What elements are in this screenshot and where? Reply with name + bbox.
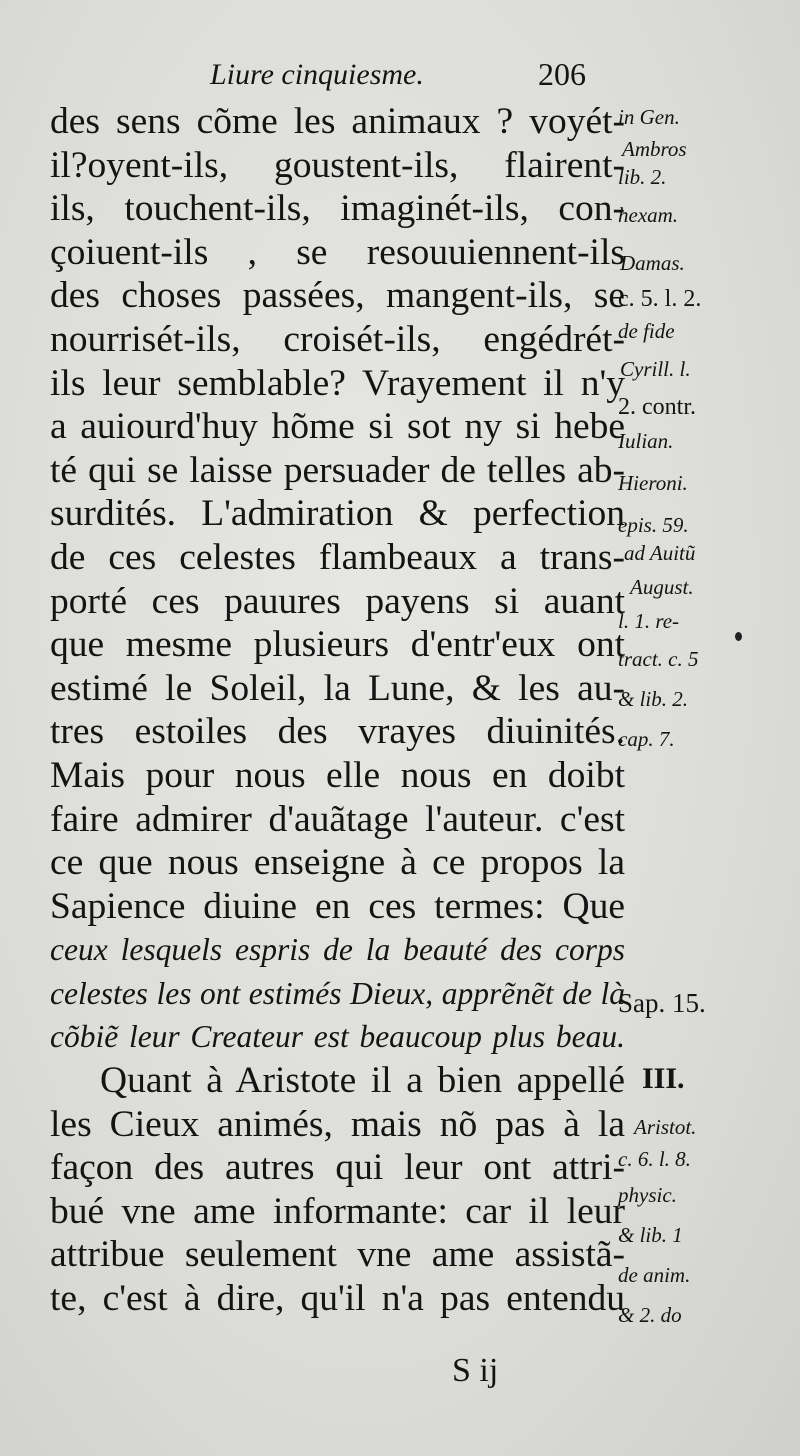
marginal-note: physic. <box>618 1183 677 1207</box>
marginal-note: & lib. 1 <box>618 1223 683 1247</box>
ink-spot <box>735 632 742 641</box>
text-line: des choses passées, mangent-ils, se <box>50 275 625 317</box>
signature-mark: S ij <box>452 1352 499 1389</box>
main-text-block <box>50 100 625 1321</box>
text-line: que mesme plusieurs d'entr'eux ont <box>50 624 625 666</box>
quotation-line: celestes les ont estimés Dieux, apprẽnẽt de là <box>50 975 625 1011</box>
text-line: porté ces pauures payens si auant <box>50 580 625 622</box>
page-number: 206 <box>538 56 586 92</box>
text-line: de ces celestes flambeaux a trans- <box>50 536 625 578</box>
marginal-note: de fide <box>618 319 675 343</box>
marginal-note: lib. 2. <box>618 165 667 189</box>
text-line: estimé le Soleil, la Lune, & les au- <box>50 667 625 709</box>
text-line: nourrisét-ils, croisét-ils, engédrét- <box>50 318 625 360</box>
text-line: des sens cõme les animaux ? voyét- <box>50 101 625 142</box>
text-line: les Cieux animés, mais nõ pas à la <box>50 1103 625 1145</box>
marginal-note: Cyrill. l. <box>620 357 691 381</box>
text-line: ce que nous enseigne à ce propos la <box>50 842 625 884</box>
paragraph-start-line: Quant à Aristote il a bien appellé <box>100 1060 625 1102</box>
text-line: attribue seulement vne ame assistã- <box>50 1234 625 1276</box>
marginal-note: epis. 59. <box>618 513 689 537</box>
marginal-notes <box>618 100 790 1360</box>
text-line: te, c'est à dire, qu'il n'a pas entendu <box>50 1278 625 1320</box>
marginal-note: & lib. 2. <box>618 687 689 711</box>
marginal-note: Damas. <box>620 251 685 275</box>
running-head <box>210 52 610 96</box>
text-line: çoiuent-ils , se resouuiennent-ils <box>50 231 625 273</box>
marginal-note: hexam. <box>618 203 679 227</box>
section-number: III. <box>642 1062 685 1095</box>
text-line: ils, touchent-ils, imaginét-ils, con- <box>50 188 625 230</box>
marginal-note: 2. contr. <box>618 394 696 420</box>
text-line: surdités. L'admiration & perfection <box>50 493 625 535</box>
text-line: faire admirer d'auãtage l'auteur. c'est <box>50 798 625 840</box>
marginal-note: & 2. do <box>618 1303 682 1327</box>
text-line: ils leur semblable? Vrayement il n'y <box>50 362 625 404</box>
text-line: té qui se laisse persuader de telles ab- <box>50 449 625 491</box>
text-line: façon des autres qui leur ont attri- <box>50 1147 625 1189</box>
text-line: a auiourd'huy hõme si sot ny si hebe <box>50 406 625 448</box>
text-line: tres estoiles des vrayes diuinités. <box>50 711 625 753</box>
marginal-note: de anim. <box>618 1263 691 1287</box>
marginal-note: Ambros <box>622 137 687 161</box>
text-line: il?oyent-ils, goustent-ils, flairent- <box>50 144 625 186</box>
marginal-note: cap. 7. <box>618 727 675 751</box>
marginal-note: Iulian. <box>618 429 674 453</box>
marginal-note: tract. c. 5 <box>618 647 699 671</box>
marginal-note: l. 1. re- <box>618 609 680 633</box>
marginal-note: ad Auitũ <box>624 541 696 565</box>
marginal-note: c. 6. l. 8. <box>618 1147 691 1171</box>
marginal-note: Hieroni. <box>618 471 688 495</box>
quotation-line: cõbiẽ leur Createur est beaucoup plus beau. <box>50 1019 625 1055</box>
marginal-note: c. 5. l. 2. <box>618 286 702 312</box>
marginal-note: Sap. 15. <box>618 988 706 1018</box>
marginal-note: Aristot. <box>634 1115 697 1139</box>
marginal-note: in Gen. <box>618 105 680 129</box>
marginal-note: August. <box>630 575 694 599</box>
text-line: Mais pour nous elle nous en doibt <box>50 754 625 796</box>
text-line: Sapience diuine en ces termes: Que <box>50 885 625 927</box>
text-line: bué vne ame informante: car il leur <box>50 1190 625 1232</box>
quotation-line: ceux lesquels espris de la beauté des corps <box>50 932 625 968</box>
running-head-title: Liure cinquiesme. <box>210 58 424 91</box>
